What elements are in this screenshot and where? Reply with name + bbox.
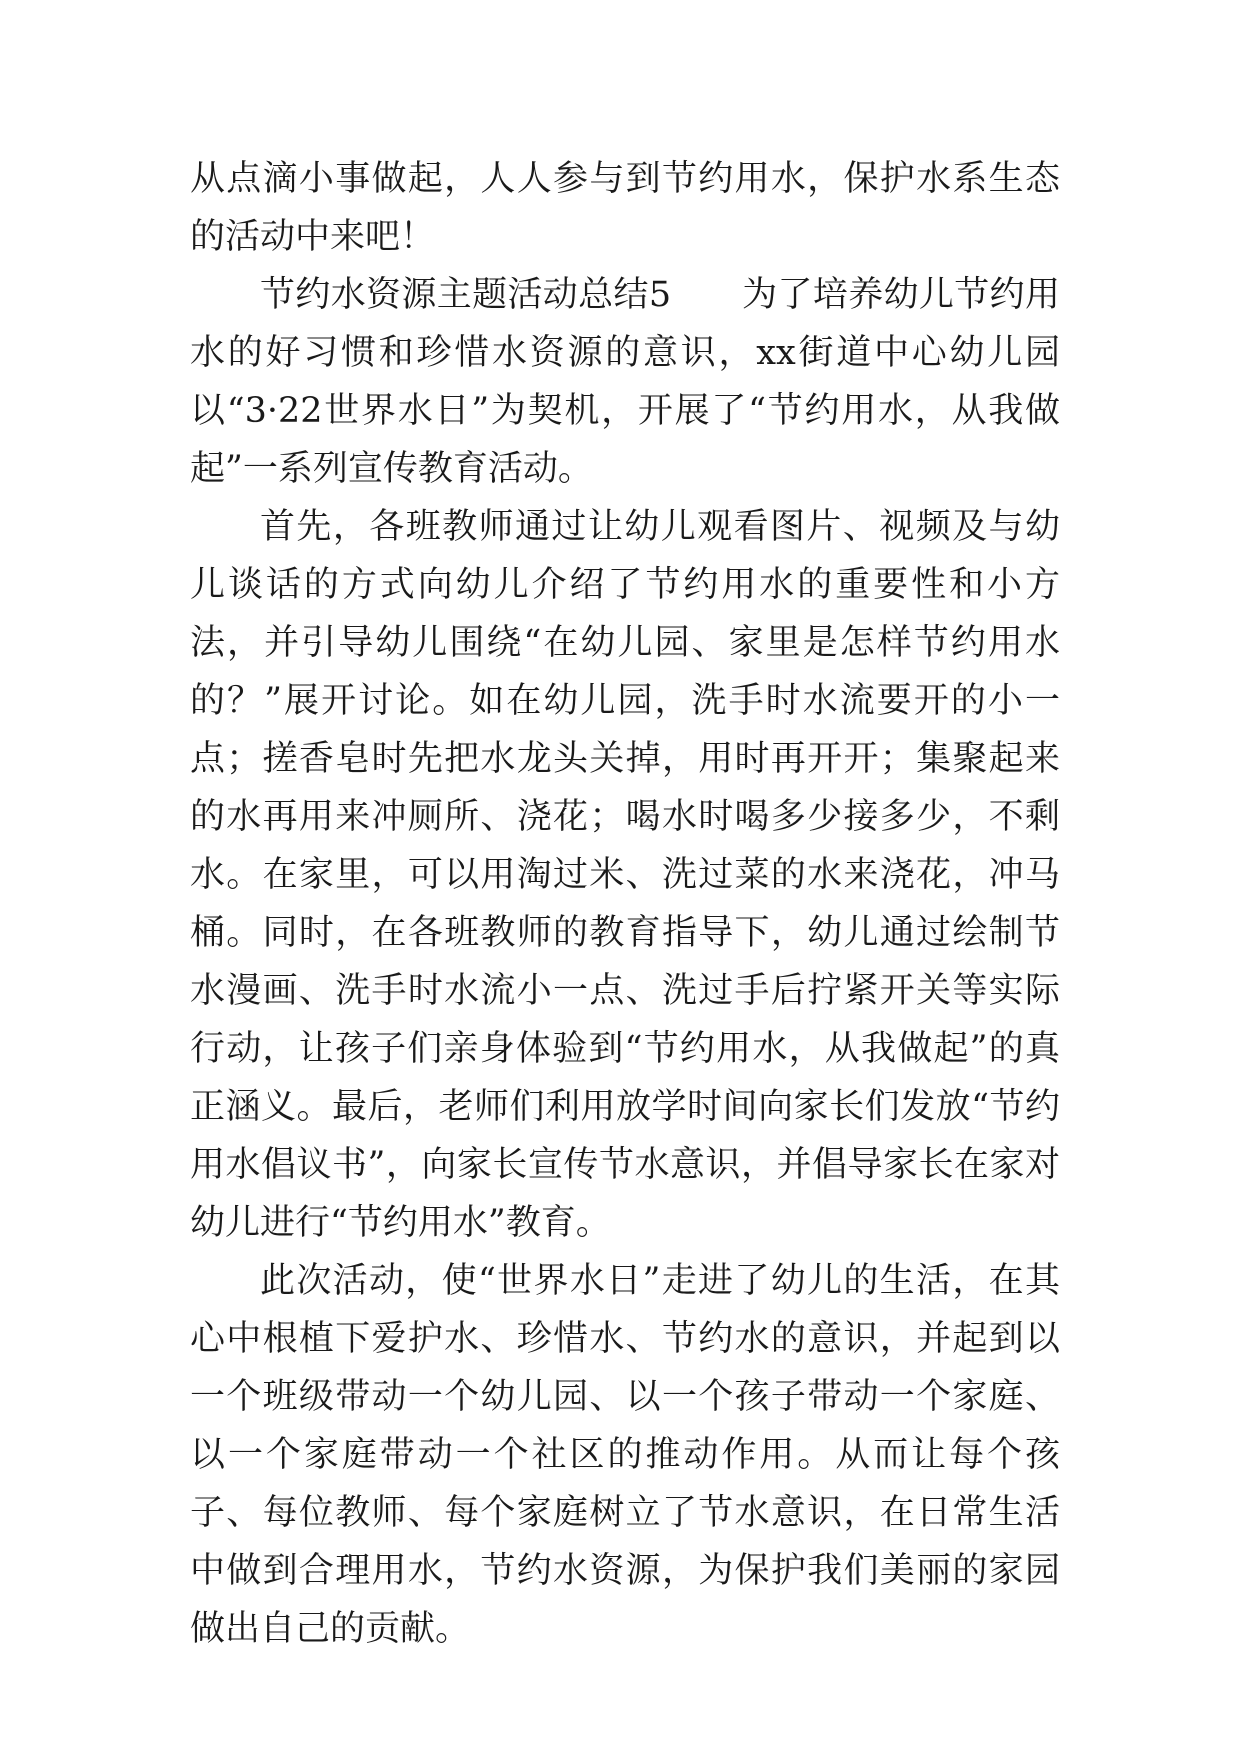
document-body [190, 150, 1060, 1658]
paragraph-summary-5-intro: 节约水资源主题活动总结5 为了培养幼儿节约用水的好习惯和珍惜水资源的意识，xx街道中心幼儿园以“3·22世界水日”为契机，开展了“节约用水，从我做起”一系列宣传教育活动。 [190, 275, 1060, 489]
paragraph-conclusion: 此次活动，使“世界水日”走进了幼儿的生活，在其心中根植下爱护水、珍惜水、节约水的意识，并起到以一个班级带动一个幼儿园、以一个孩子带动一个家庭、以一个家庭带动一个社区的推动作用。从而让每个孩子、每位教师、每个家庭树立了节水意识，在日常生活中做到合理用水，节约水资源，为保护我们美丽的家园做出自己的贡献。 [190, 1261, 1060, 1649]
paragraph-activities: 首先，各班教师通过让幼儿观看图片、视频及与幼儿谈话的方式向幼儿介绍了节约用水的重要性和小方法，并引导幼儿围绕“在幼儿园、家里是怎样节约用水的？”展开讨论。如在幼儿园，洗手时水流要开的小一点；搓香皂时先把水龙头关掉，用时再开开；集聚起来的水再用来冲厕所、浇花；喝水时喝多少接多少，不剩水。在家里，可以用淘过米、洗过菜的水来浇花，冲马桶。同时，在各班教师的教育指导下，幼儿通过绘制节水漫画、洗手时水流小一点、洗过手后拧紧开关等实际行动，让孩子们亲身体验到“节约用水，从我做起”的真正涵义。最后，老师们利用放学时间向家长们发放“节约用水倡议书”，向家长宣传节水意识，并倡导家长在家对幼儿进行“节约用水”教育。 [190, 507, 1060, 1243]
paragraph-continuation: 从点滴小事做起，人人参与到节约用水，保护水系生态的活动中来吧！ [190, 159, 1060, 257]
